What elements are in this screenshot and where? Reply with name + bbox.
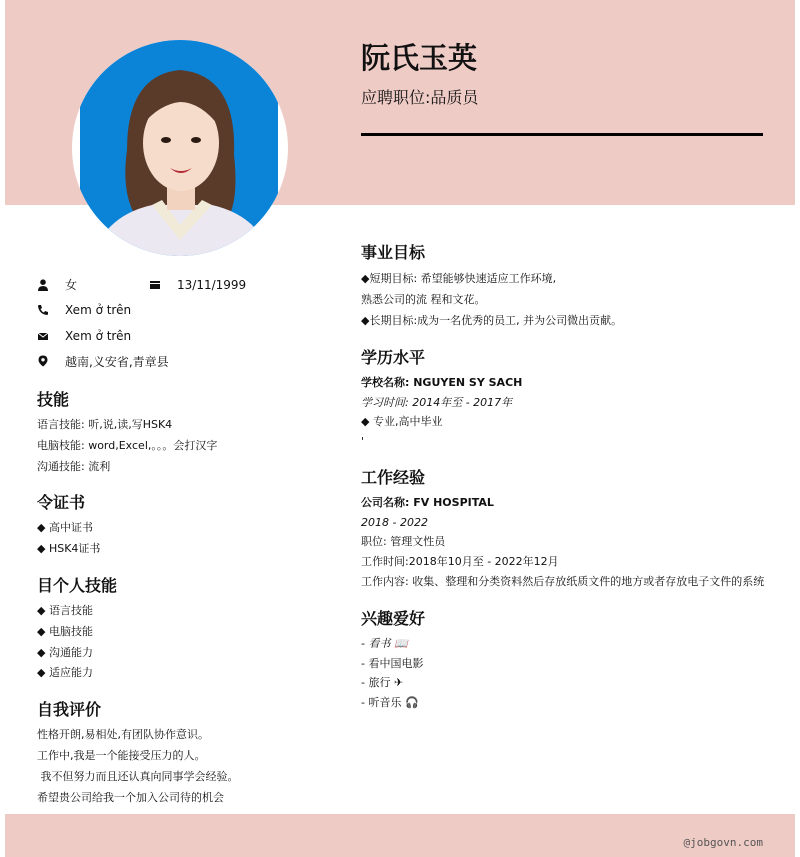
info-row-phone: [37, 298, 337, 324]
education-heading: 学历水平: [361, 348, 426, 367]
calendar-icon: [149, 279, 161, 291]
self-evaluation-item: 希望贵公司给我一个加入公司待的机会: [37, 790, 224, 804]
education-detail: ◆ 专业,高中毕业: [361, 415, 443, 428]
hobby-item: - 旅行 ✈: [361, 676, 404, 689]
career-goal-item: ◆长期目标:成为一名优秀的员工, 并为公司微出贡献。: [361, 314, 623, 327]
email-value: Xem ở trên: [65, 328, 132, 343]
job-role: 职位: 管理文性员: [361, 535, 446, 548]
skill-item: 沟通技能: 流利: [37, 459, 111, 473]
hobby-item: - 看书 📖: [361, 637, 408, 650]
right-column: [361, 240, 766, 712]
phone-icon: [37, 304, 49, 316]
avatar: [72, 40, 288, 256]
address-value: 越南,义安省,青章县: [65, 354, 169, 369]
info-row-gender-birthday: [37, 272, 337, 298]
self-evaluation-item: 性格开朗,易相处,有团队协作意识。: [37, 728, 209, 742]
skill-item: 语言技能: 听,说,读,写HSK4: [37, 418, 173, 431]
hobbies-heading: 兴趣爱好: [361, 609, 426, 628]
applied-position: 应聘职位:品质员: [361, 88, 479, 107]
self-evaluation-heading: 自我评价: [37, 700, 102, 720]
profile-photo: [72, 40, 288, 256]
personal-skills-heading: 目个人技能: [37, 575, 118, 595]
hobby-item: - 听音乐 🎧: [361, 695, 419, 709]
certificate-item: ◆ 高中证书: [37, 521, 93, 535]
personal-skill-item: ◆ 语言技能: [37, 603, 93, 617]
work-content: 工作内容: 收集、整理和分类资料然后存放纸质文件的地方或者存放电子文件的系统: [361, 575, 765, 588]
info-row-email: [37, 323, 337, 349]
career-goal-item: ◆短期目标: 希望能够快速适应工作环境,: [361, 272, 557, 285]
personal-skill-item: ◆ 适应能力: [37, 666, 93, 680]
study-period: 学习时间: 2014年至 - 2017年: [361, 395, 513, 409]
envelope-icon: [37, 330, 49, 342]
skills-heading: 技能: [37, 390, 70, 409]
left-column: [37, 272, 337, 808]
hobbies-section: [361, 606, 766, 712]
personal-skills-section: [37, 573, 337, 684]
footer-band: [5, 814, 795, 857]
self-evaluation-item: 工作中,我是一个能接受压力的人。: [37, 748, 206, 762]
company-name: 公司名称: FV HOSPITAL: [361, 496, 494, 509]
education-extra: ': [361, 434, 365, 448]
skill-item: 电脑枝能: word,Excel,。。。会打汉字: [37, 438, 218, 452]
personal-skill-item: ◆ 电脑技能: [37, 624, 93, 638]
certificate-item: ◆ HSK4证书: [37, 542, 101, 556]
candidate-name: 阮氏玉英: [361, 41, 478, 75]
footer-watermark: @jobgovn.com: [683, 836, 763, 849]
birthday-value: 13/11/1999: [177, 277, 247, 292]
header-divider: [361, 133, 763, 136]
user-icon: [37, 279, 49, 291]
phone-value: Xem ở trên: [65, 303, 132, 318]
skills-section: [37, 387, 337, 477]
experience-section: [361, 465, 766, 592]
gender-value: 女: [65, 278, 78, 293]
certificates-section: [37, 490, 337, 560]
info-row-address: [37, 349, 337, 375]
school-name: 学校名称: NGUYEN SY SACH: [361, 376, 523, 389]
hobby-item: - 看中国电影: [361, 656, 424, 670]
education-section: [361, 345, 766, 451]
certificates-heading: 令证书: [37, 493, 86, 513]
self-evaluation-section: [37, 697, 337, 808]
personal-skill-item: ◆ 沟通能力: [37, 645, 93, 659]
career-goal-item: 熟悉公司的流 程和文花。: [361, 293, 486, 306]
career-goals-heading: 事业目标: [361, 243, 426, 262]
work-time: 工作时间:2018年10月至 - 2022年12月: [361, 554, 559, 568]
work-years: 2018 - 2022: [361, 515, 428, 529]
map-pin-icon: [37, 355, 49, 367]
career-goals-section: [361, 240, 766, 331]
experience-heading: 工作经验: [361, 468, 426, 487]
self-evaluation-item: 我不但努力而且还认真向同事学会经验。: [37, 769, 239, 783]
